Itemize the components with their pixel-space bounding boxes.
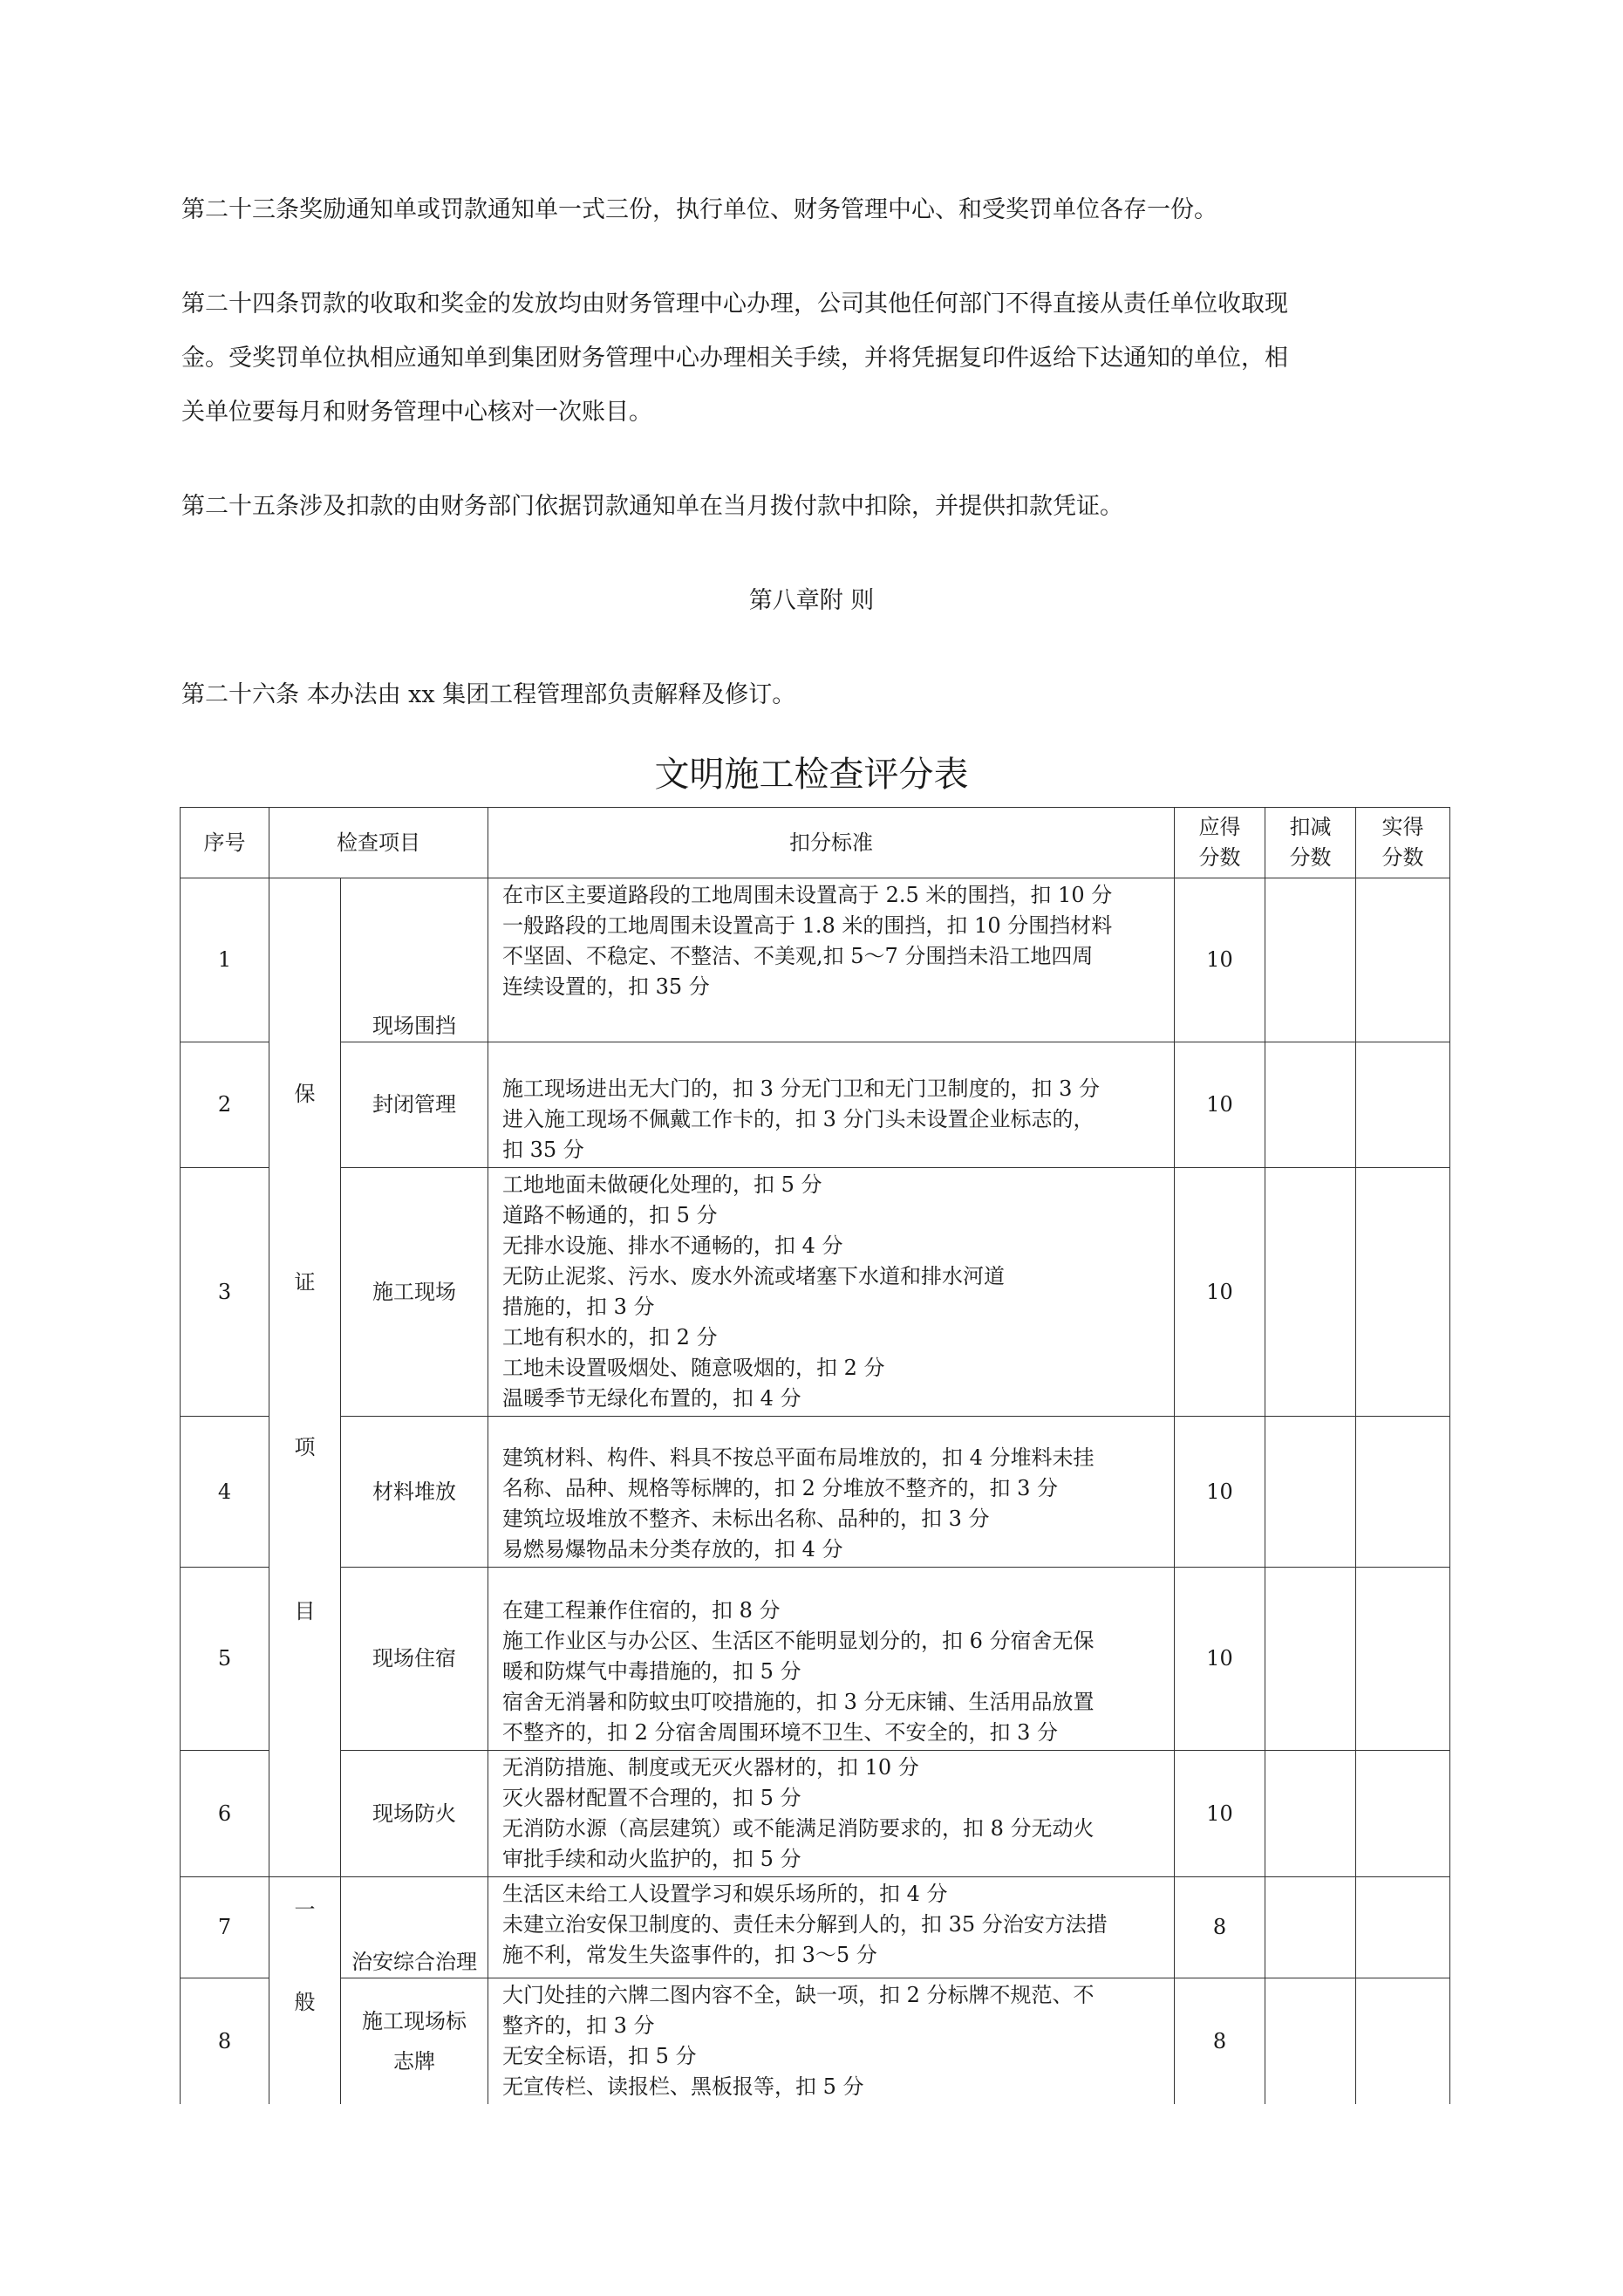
row-item: 现场围挡 xyxy=(341,878,488,1042)
standard-line: 未建立治安保卫制度的、责任未分解到人的，扣 35 分治安方法措 xyxy=(502,1912,1108,1937)
row-no: 1 xyxy=(181,878,269,1042)
standard-line: 连续设置的，扣 35 分 xyxy=(502,974,710,999)
row-item-line-1: 施工现场标 xyxy=(362,2009,467,2033)
row-no: 2 xyxy=(181,1042,269,1168)
standard-line: 宿舍无消暑和防蚊虫叮咬措施的，扣 3 分无床铺、生活用品放置 xyxy=(502,1690,1095,1714)
article-24-line-1: 第二十四条罚款的收取和奖金的发放均由财务管理中心办理，公司其他任何部门不得直接从责任单位收取现 xyxy=(181,290,1288,318)
category-general-items xyxy=(269,1877,341,2105)
row-points: 10 xyxy=(1175,1751,1265,1877)
standard-line: 施工作业区与办公区、生活区不能明显划分的，扣 6 分宿舍无保 xyxy=(502,1629,1095,1653)
standard-line: 扣 35 分 xyxy=(502,1138,584,1162)
row-item: 治安综合治理 xyxy=(341,1877,488,1978)
row-points: 10 xyxy=(1175,1568,1265,1751)
row-no: 3 xyxy=(181,1168,269,1417)
category-guaranteed-items xyxy=(269,878,341,1877)
header-deducted-line-2: 分数 xyxy=(1289,845,1332,870)
article-24-line-3: 关单位要每月和财务管理中心核对一次账目。 xyxy=(181,399,652,426)
table-row xyxy=(181,1751,1450,1877)
row-actual[interactable] xyxy=(1356,1042,1450,1168)
table-row xyxy=(181,1978,1450,2105)
row-item: 材料堆放 xyxy=(341,1417,488,1568)
header-item: 检查项目 xyxy=(269,808,488,878)
standard-line: 整齐的，扣 3 分 xyxy=(502,2013,655,2038)
standard-line: 工地地面未做硬化处理的，扣 5 分 xyxy=(502,1172,822,1197)
standard-line: 建筑垃圾堆放不整齐、未标出名称、品种的，扣 3 分 xyxy=(502,1507,990,1531)
row-standard xyxy=(488,1168,1175,1417)
row-item: 封闭管理 xyxy=(341,1042,488,1168)
row-standard xyxy=(488,1042,1175,1168)
article-25: 第二十五条涉及扣款的由财务部门依据罚款通知单在当月拨付款中扣除，并提供扣款凭证。 xyxy=(181,493,1123,520)
standard-line: 不整齐的，扣 2 分宿舍周围环境不卫生、不安全的，扣 3 分 xyxy=(502,1720,1059,1745)
standard-line: 大门处挂的六牌二图内容不全，缺一项，扣 2 分标牌不规范、不 xyxy=(502,1983,1095,2007)
standard-line: 暖和防煤气中毒措施的，扣 5 分 xyxy=(502,1659,801,1684)
article-24-line-2: 金。受奖罚单位执相应通知单到集团财务管理中心办理相关手续，并将凭据复印件返给下达通知的单位，相 xyxy=(181,345,1288,372)
standard-line: 施不利，常发生失盗事件的，扣 3〜5 分 xyxy=(502,1943,877,1967)
header-standard: 扣分标准 xyxy=(488,808,1175,878)
header-deducted-line-1: 扣减 xyxy=(1289,815,1332,839)
article-24 xyxy=(181,277,1448,440)
standard-line: 无排水设施、排水不通畅的，扣 4 分 xyxy=(502,1233,843,1258)
row-no: 6 xyxy=(181,1751,269,1877)
score-table xyxy=(180,807,1450,2104)
row-actual[interactable] xyxy=(1356,1568,1450,1751)
standard-line: 易燃易爆物品未分类存放的，扣 4 分 xyxy=(502,1537,843,1561)
standard-line: 一般路段的工地周围未设置高于 1.8 米的围挡，扣 10 分围挡材料 xyxy=(502,913,1113,938)
row-standard xyxy=(488,1417,1175,1568)
row-standard xyxy=(488,1978,1175,2105)
category-char: 项 xyxy=(294,1435,316,1459)
row-no: 8 xyxy=(181,1978,269,2105)
header-actual-line-2: 分数 xyxy=(1381,845,1424,870)
row-item xyxy=(341,1978,488,2105)
row-points: 8 xyxy=(1175,1978,1265,2105)
row-deducted[interactable] xyxy=(1265,1042,1356,1168)
standard-line: 建筑材料、构件、料具不按总平面布局堆放的，扣 4 分堆料未挂 xyxy=(502,1445,1095,1470)
standard-line: 工地有积水的，扣 2 分 xyxy=(502,1325,718,1350)
header-no: 序号 xyxy=(181,808,269,878)
row-deducted[interactable] xyxy=(1265,1751,1356,1877)
header-actual-line-1: 实得 xyxy=(1381,815,1424,839)
standard-line: 在市区主要道路段的工地周围未设置高于 2.5 米的围挡，扣 10 分 xyxy=(502,883,1113,907)
table-row xyxy=(181,1168,1450,1417)
category-char: 保 xyxy=(294,1082,316,1106)
category-char: 一 xyxy=(294,1897,316,1922)
category-char: 目 xyxy=(294,1599,316,1623)
standard-line: 不坚固、不稳定、不整洁、不美观,扣 5〜7 分围挡未沿工地四周 xyxy=(502,944,1094,968)
standard-line: 道路不畅通的，扣 5 分 xyxy=(502,1203,718,1227)
standard-line: 无消防水源（高层建筑）或不能满足消防要求的，扣 8 分无动火 xyxy=(502,1816,1095,1841)
row-deducted[interactable] xyxy=(1265,1877,1356,1978)
row-standard xyxy=(488,878,1175,1042)
row-deducted[interactable] xyxy=(1265,1568,1356,1751)
row-points: 10 xyxy=(1175,878,1265,1042)
standard-line: 无宣传栏、读报栏、黑板报等，扣 5 分 xyxy=(502,2074,864,2099)
row-points: 10 xyxy=(1175,1168,1265,1417)
category-char: 般 xyxy=(294,1990,316,2014)
header-points xyxy=(1175,808,1265,878)
standard-line: 灭火器材配置不合理的，扣 5 分 xyxy=(502,1786,801,1810)
row-actual[interactable] xyxy=(1356,1751,1450,1877)
row-standard xyxy=(488,1877,1175,1978)
header-deducted xyxy=(1265,808,1356,878)
table-row xyxy=(181,1417,1450,1568)
standard-line: 工地未设置吸烟处、随意吸烟的，扣 2 分 xyxy=(502,1356,885,1380)
table-title: 文明施工检查评分表 xyxy=(654,755,969,795)
standard-line: 温暖季节无绿化布置的，扣 4 分 xyxy=(502,1386,801,1411)
header-points-line-1: 应得 xyxy=(1198,815,1241,839)
chapter-heading: 第八章附 则 xyxy=(748,587,875,614)
table-row xyxy=(181,1568,1450,1751)
row-points: 10 xyxy=(1175,1042,1265,1168)
table-row xyxy=(181,1877,1450,1978)
row-item: 施工现场 xyxy=(341,1168,488,1417)
row-item-line-2: 志牌 xyxy=(393,2049,435,2074)
standard-line: 进入施工现场不佩戴工作卡的，扣 3 分门头未设置企业标志的， xyxy=(502,1107,1095,1131)
table-row xyxy=(181,878,1450,1042)
standard-line: 施工现场进出无大门的，扣 3 分无门卫和无门卫制度的，扣 3 分 xyxy=(502,1076,1101,1101)
row-item: 现场住宿 xyxy=(341,1568,488,1751)
row-actual[interactable] xyxy=(1356,878,1450,1042)
row-actual[interactable] xyxy=(1356,1417,1450,1568)
standard-line: 无消防措施、制度或无灭火器材的，扣 10 分 xyxy=(502,1755,919,1780)
standard-line: 无安全标语，扣 5 分 xyxy=(502,2044,697,2068)
header-actual xyxy=(1356,808,1450,878)
row-standard xyxy=(488,1568,1175,1751)
row-deducted[interactable] xyxy=(1265,1168,1356,1417)
row-actual[interactable] xyxy=(1356,1877,1450,1978)
row-points: 10 xyxy=(1175,1417,1265,1568)
row-no: 5 xyxy=(181,1568,269,1751)
row-standard xyxy=(488,1751,1175,1877)
standard-line: 无防止泥浆、污水、废水外流或堵塞下水道和排水河道 xyxy=(502,1264,1005,1288)
row-actual[interactable] xyxy=(1356,1978,1450,2105)
row-deducted[interactable] xyxy=(1265,878,1356,1042)
row-deducted[interactable] xyxy=(1265,1978,1356,2105)
standard-line: 生活区未给工人设置学习和娱乐场所的，扣 4 分 xyxy=(502,1882,948,1906)
row-actual[interactable] xyxy=(1356,1168,1450,1417)
table-row xyxy=(181,1042,1450,1168)
standard-line: 措施的，扣 3 分 xyxy=(502,1295,655,1319)
row-no: 4 xyxy=(181,1417,269,1568)
standard-line: 审批手续和动火监护的，扣 5 分 xyxy=(502,1847,801,1871)
row-points: 8 xyxy=(1175,1877,1265,1978)
standard-line: 在建工程兼作住宿的，扣 8 分 xyxy=(502,1598,781,1623)
article-26: 第二十六条 本办法由 xx 集团工程管理部负责解释及修订。 xyxy=(181,681,796,708)
standard-line: 名称、品种、规格等标牌的，扣 2 分堆放不整齐的，扣 3 分 xyxy=(502,1476,1059,1500)
row-item: 现场防火 xyxy=(341,1751,488,1877)
row-deducted[interactable] xyxy=(1265,1417,1356,1568)
category-char: 证 xyxy=(294,1270,316,1295)
article-23: 第二十三条奖励通知单或罚款通知单一式三份，执行单位、财务管理中心、和受奖罚单位各存一份。 xyxy=(181,196,1217,223)
row-no: 7 xyxy=(181,1877,269,1978)
header-points-line-2: 分数 xyxy=(1198,845,1241,870)
table-header-row xyxy=(181,808,1450,878)
